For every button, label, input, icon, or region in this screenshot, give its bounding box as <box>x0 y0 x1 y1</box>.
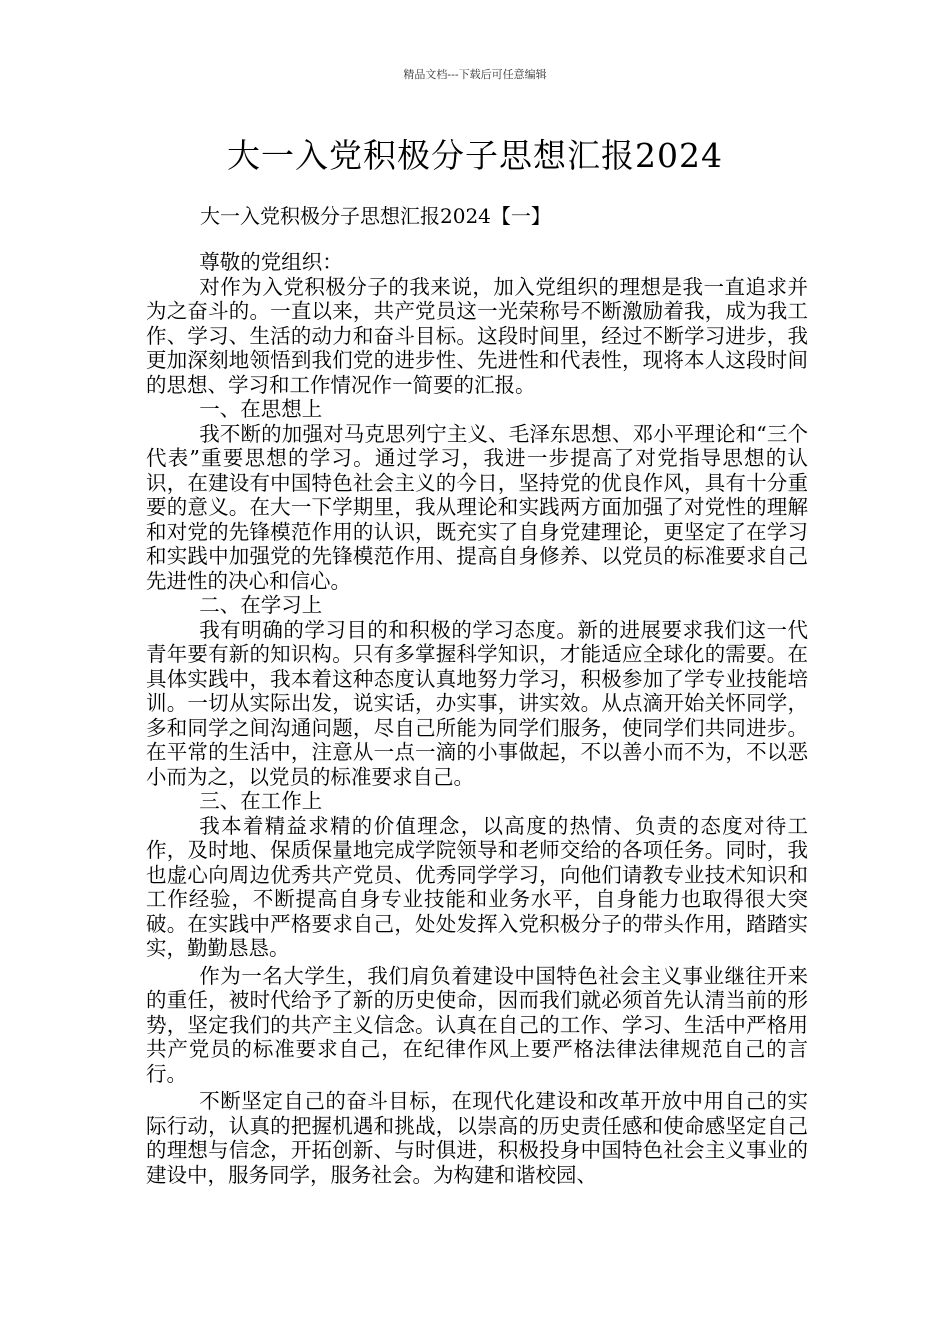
paragraph-intro: 对作为入党积极分子的我来说，加入党组织的理想是我一直追求并为之奋斗的。一直以来，共产党员这一光荣称号不断激励着我，成为我工作、学习、生活的动力和奋斗目标。这段时间里，经过不断学习进步，我更加深刻地领悟到我们党的进步性、先进性和代表性，现将本人这段时间的思想、学习和工作情况作一简要的汇报。 <box>146 274 808 397</box>
header-note: 精品文档---下载后可任意编辑 <box>403 68 547 81</box>
section-heading-study: 二、在学习上 <box>199 593 323 617</box>
paragraph-work: 我本着精益求精的价值理念，以高度的热情、负责的态度对待工作，及时地、保质保量地完成学院领导和老师交给的各项任务。同时，我也虚心向周边优秀共产党员、优秀同学学习，向他们请教专业技术知识和工作经验，不断提高自身专业技能和业务水平，自身能力也取得很大突破。在实践中严格要求自己，处处发挥入党积极分子的带头作用，踏踏实实，勤勤恳恳。 <box>146 813 808 960</box>
document-body <box>146 250 808 1187</box>
document-subtitle: 大一入党积极分子思想汇报2024【一】 <box>200 204 551 228</box>
paragraph-thought: 我不断的加强对马克思列宁主义、毛泽东思想、邓小平理论和“三个代表”重要思想的学习。通过学习，我进一步提高了对党指导思想的认识，在建设有中国特色社会主义的今日，坚持党的优良作风，具有十分重要的意义。在大一下学期里，我从理论和实践两方面加强了对党性的理解和对党的先锋模范作用的认识，既充实了自身党建理论，更坚定了在学习和实践中加强党的先锋模范作用、提高自身修养、以党员的标准要求自己先进性的决心和信心。 <box>146 421 808 593</box>
paragraph-study: 我有明确的学习目的和积极的学习态度。新的进展要求我们这一代青年要有新的知识构。只有多掌握科学知识，才能适应全球化的需要。在具体实践中，我本着这种态度认真地努力学习，积极参加了学专业技能培训。一切从实际出发，说实话，办实事，讲实效。从点滴开始关怀同学，多和同学之间沟通问题，尽自己所能为同学们服务，使同学们共同进步。在平常的生活中，注意从一点一滴的小事做起，不以善小而不为，不以恶小而为之，以党员的标准要求自己。 <box>146 617 808 789</box>
section-heading-thought: 一、在思想上 <box>199 397 323 421</box>
salutation: 尊敬的党组织： <box>199 250 343 274</box>
document-title: 大一入党积极分子思想汇报2024 <box>227 136 723 175</box>
paragraph-goal: 不断坚定自己的奋斗目标，在现代化建设和改革开放中用自己的实际行动，认真的把握机遇和挑战，以崇高的历史责任感和使命感坚定自己的理想与信念，开拓创新、与时俱进，积极投身中国特色社会主义事业的建设中，服务同学，服务社会。为构建和谐校园、 <box>146 1089 808 1187</box>
section-heading-work: 三、在工作上 <box>199 789 323 813</box>
paragraph-student: 作为一名大学生，我们肩负着建设中国特色社会主义事业继往开来的重任，被时代给予了新的历史使命，因而我们就必须首先认清当前的形势，坚定我们的共产主义信念。认真在自己的工作、学习、生活中严格用共产党员的标准要求自己，在纪律作风上要严格法律法律规范自己的言行。 <box>146 963 808 1086</box>
